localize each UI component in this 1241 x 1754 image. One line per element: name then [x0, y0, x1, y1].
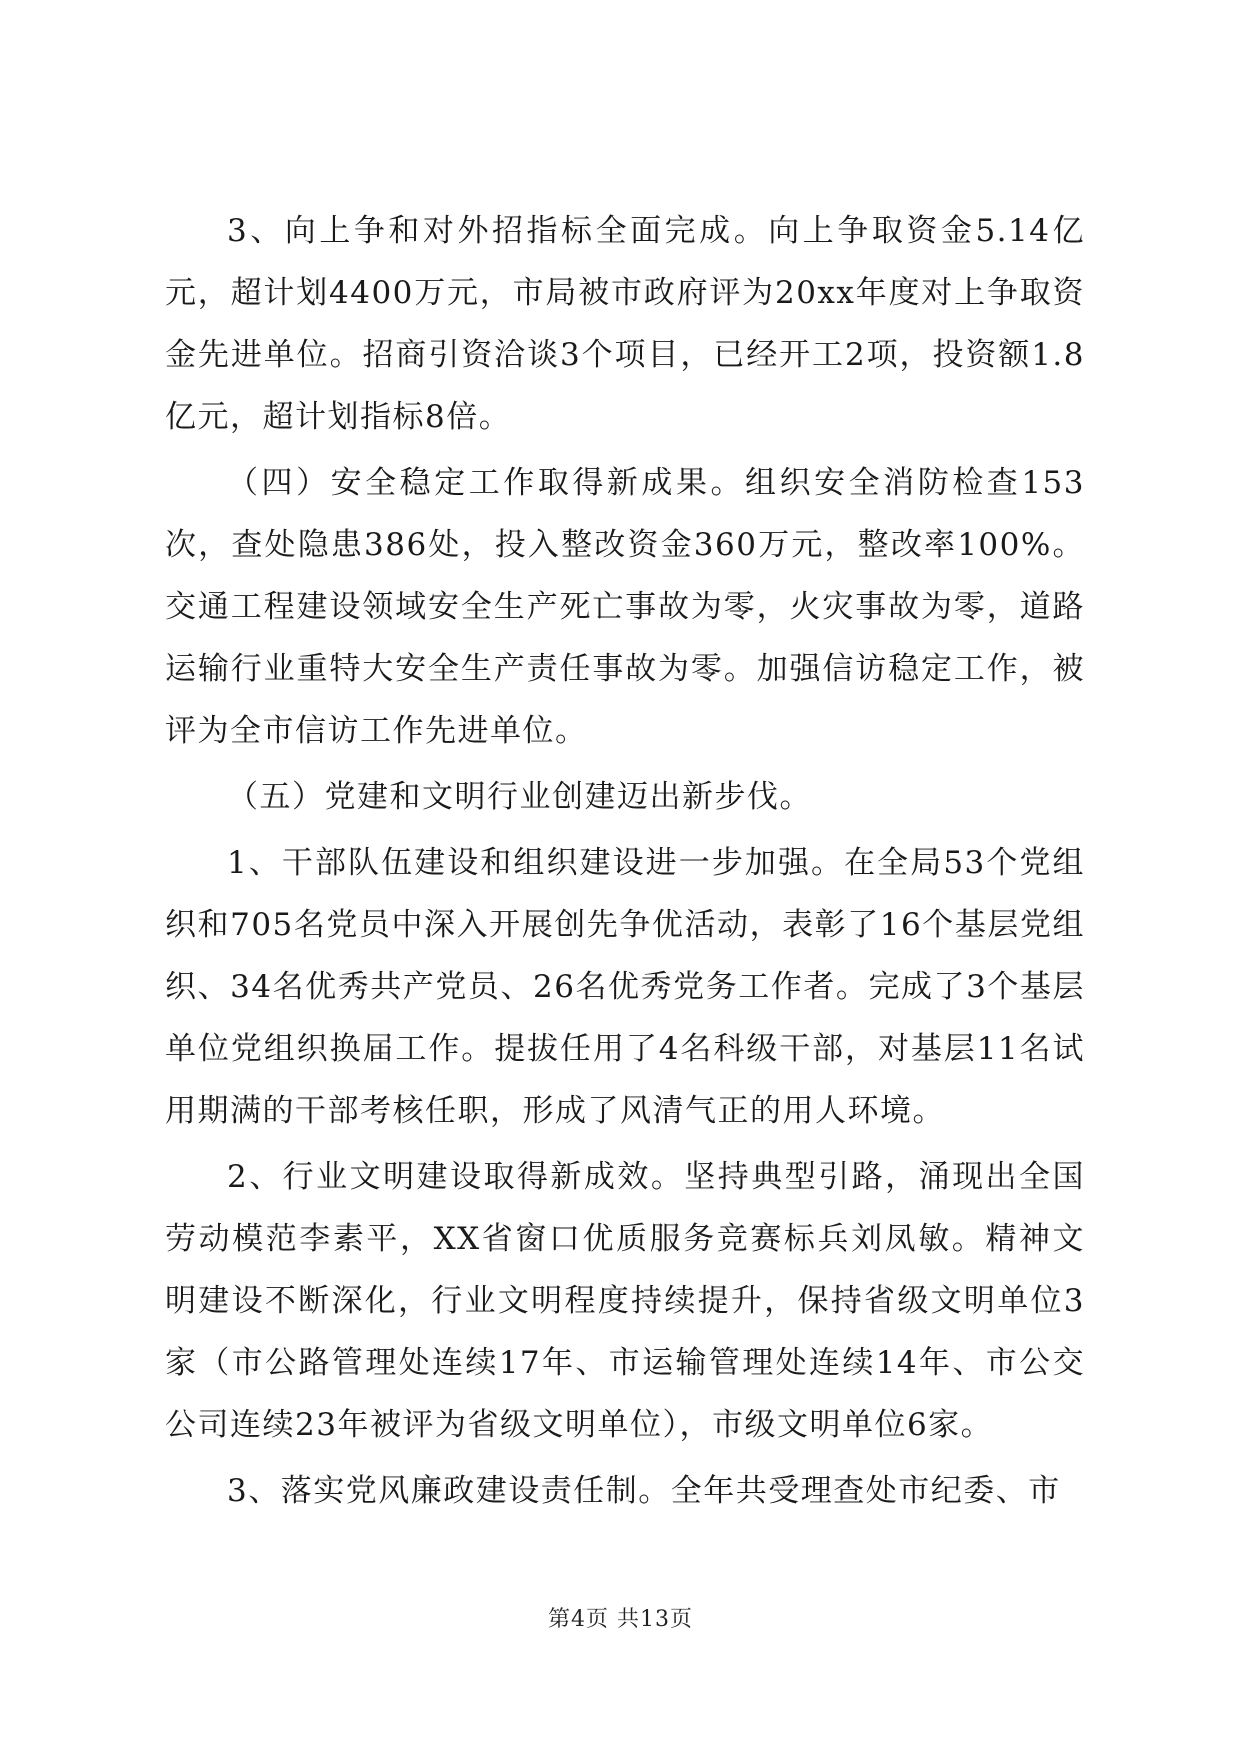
paragraph-civilization: 2、行业文明建设取得新成效。坚持典型引路，涌现出全国劳动模范李素平，XX省窗口优质服务竞赛标兵刘凤敏。精神文明建设不断深化，行业文明程度持续提升，保持省级文明单位3家（市公路管理处连续17年、市运输管理处连续14年、市公交公司连续23年被评为省级文明单位），市级文明单位6家。 [165, 1159, 1085, 1443]
paragraph-party-heading: （五）党建和文明行业创建迈出新步伐。 [227, 779, 812, 815]
paragraph-safety: （四）安全稳定工作取得新成果。组织安全消防检查153次，查处隐患386处，投入整改资金360万元，整改率100%。交通工程建设领域安全生产死亡事故为零，火灾事故为零，道路运输行业重特大安全生产责任事故为零。加强信访稳定工作，被评为全市信访工作先进单位。 [165, 465, 1085, 749]
paragraph-integrity: 3、落实党风廉政建设责任制。全年共受理查处市纪委、市 [227, 1473, 1061, 1509]
paragraph-cadre: 1、干部队伍建设和组织建设进一步加强。在全局53个党组织和705名党员中深入开展创先争优活动，表彰了16个基层党组织、34名优秀共产党员、26名优秀党务工作者。完成了3个基层单位党组织换届工作。提拔任用了4名科级干部，对基层11名试用期满的干部考核任职，形成了风清气正的用人环境。 [165, 845, 1085, 1129]
document-body [165, 200, 1085, 1522]
paragraph-funding: 3、向上争和对外招指标全面完成。向上争取资金5.14亿元，超计划4400万元，市局被市政府评为20xx年度对上争取资金先进单位。招商引资洽谈3个项目，已经开工2项，投资额1.8亿元，超计划指标8倍。 [165, 213, 1085, 435]
page-number-footer: 第4页 共13页 [548, 1607, 693, 1632]
